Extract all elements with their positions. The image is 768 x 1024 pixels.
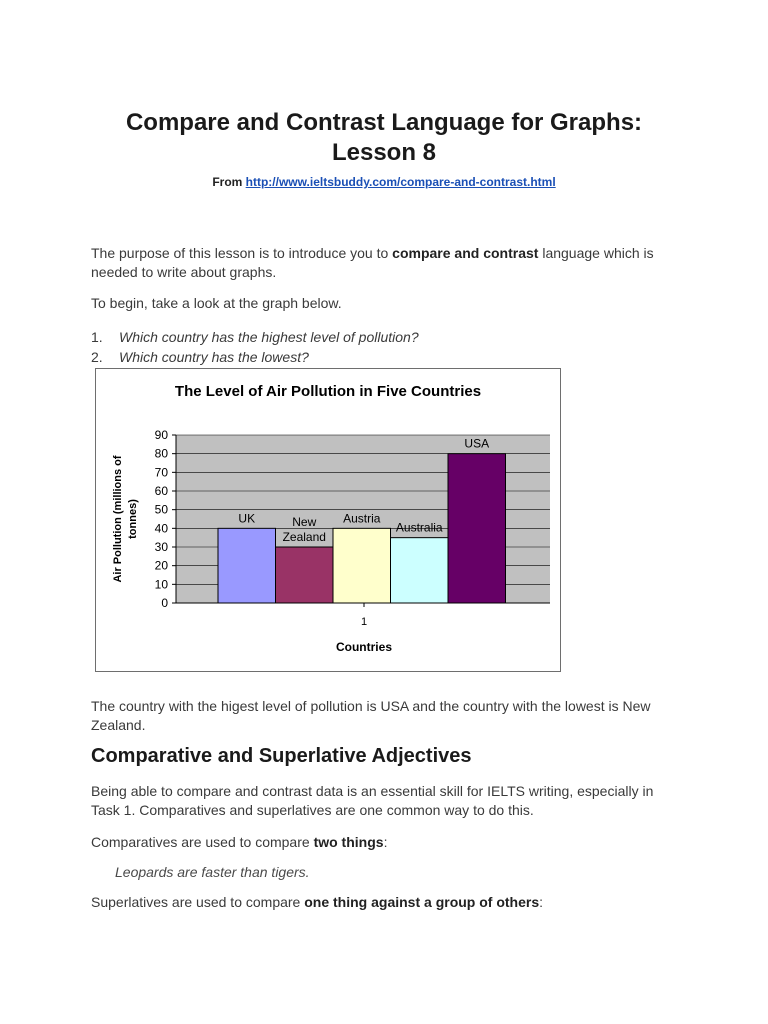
title-line-2: Lesson 8 (331, 139, 437, 166)
source-line (0, 175, 768, 189)
superlatives-paragraph (91, 893, 681, 912)
list-text: Which country has the lowest? (119, 349, 309, 365)
y-tick-label: 0 (161, 596, 168, 610)
list-item (91, 327, 419, 347)
answer-paragraph: The country with the higest level of pollution is USA and the country with the lowest is New Zealand. (91, 698, 651, 733)
y-tick-label: 30 (154, 540, 168, 554)
y-tick-label: 80 (154, 446, 168, 461)
y-axis-label-line-2: tonnes) (127, 499, 139, 539)
y-tick-label: 50 (154, 502, 168, 517)
intro-text-1: The purpose of this lesson is to introduce you to (91, 245, 393, 261)
bar (448, 454, 506, 603)
bar-data-label: USA (464, 436, 490, 451)
comparatives-bold: two things (313, 834, 384, 850)
superlatives-bold: one thing against a group of others (304, 894, 540, 910)
intro-text-2: language which is needed to write about graphs. (91, 245, 654, 280)
y-tick-label: 40 (154, 521, 168, 536)
comparatives-text-2: : (383, 834, 388, 850)
superlatives-text-1: Superlatives are used to compare (91, 894, 305, 910)
list-number: 1. (91, 329, 103, 345)
y-tick-label: 10 (154, 577, 168, 592)
list-item (91, 347, 419, 367)
bar-data-label: UK (238, 511, 256, 526)
intro-bold: compare and contrast (392, 245, 539, 261)
comparatives-paragraph (91, 833, 681, 852)
y-tick-label: 20 (154, 558, 168, 573)
chart-title: The Level of Air Pollution in Five Countries (174, 383, 482, 400)
y-tick-label: 60 (154, 484, 168, 498)
question-list (91, 327, 419, 367)
list-number: 2. (91, 349, 103, 365)
from-label: From (212, 175, 243, 189)
list-text: Which country has the highest level of pollution? (119, 329, 419, 345)
bar (218, 528, 276, 603)
bar-data-label: Zealand (282, 530, 326, 544)
bar-data-label: Australia (395, 520, 443, 535)
skill-paragraph: Being able to compare and contrast data is an essential skill for IELTS writing, especially in Task 1. Comparatives and superlatives are one common way to do this. (91, 783, 654, 818)
begin-paragraph: To begin, take a look at the graph below. (91, 295, 342, 311)
bar-chart (95, 368, 561, 672)
y-tick-label: 90 (154, 428, 168, 442)
chart-svg (96, 369, 560, 671)
x-tick-label: 1 (360, 616, 368, 628)
example-sentence: Leopards are faster than tigers. (115, 864, 310, 880)
bar-data-label: New (292, 515, 317, 529)
y-axis-label-line-1: Air Pollution (millions of (112, 455, 124, 583)
superlatives-text-2: : (539, 894, 544, 910)
x-axis-label: Countries (335, 640, 393, 654)
source-link[interactable]: http://www.ieltsbuddy.com/compare-and-contrast.html (245, 175, 556, 189)
y-tick-label: 70 (154, 465, 168, 480)
plot-area (155, 428, 550, 610)
bar (276, 547, 334, 603)
section-heading: Comparative and Superlative Adjectives (91, 745, 472, 767)
title-line-1: Compare and Contrast Language for Graphs: (125, 109, 643, 136)
bar (391, 538, 449, 603)
intro-paragraph (91, 244, 681, 282)
bar (333, 528, 391, 603)
bar-data-label: Austria (343, 511, 381, 526)
comparatives-text-1: Comparatives are used to compare (91, 834, 314, 850)
